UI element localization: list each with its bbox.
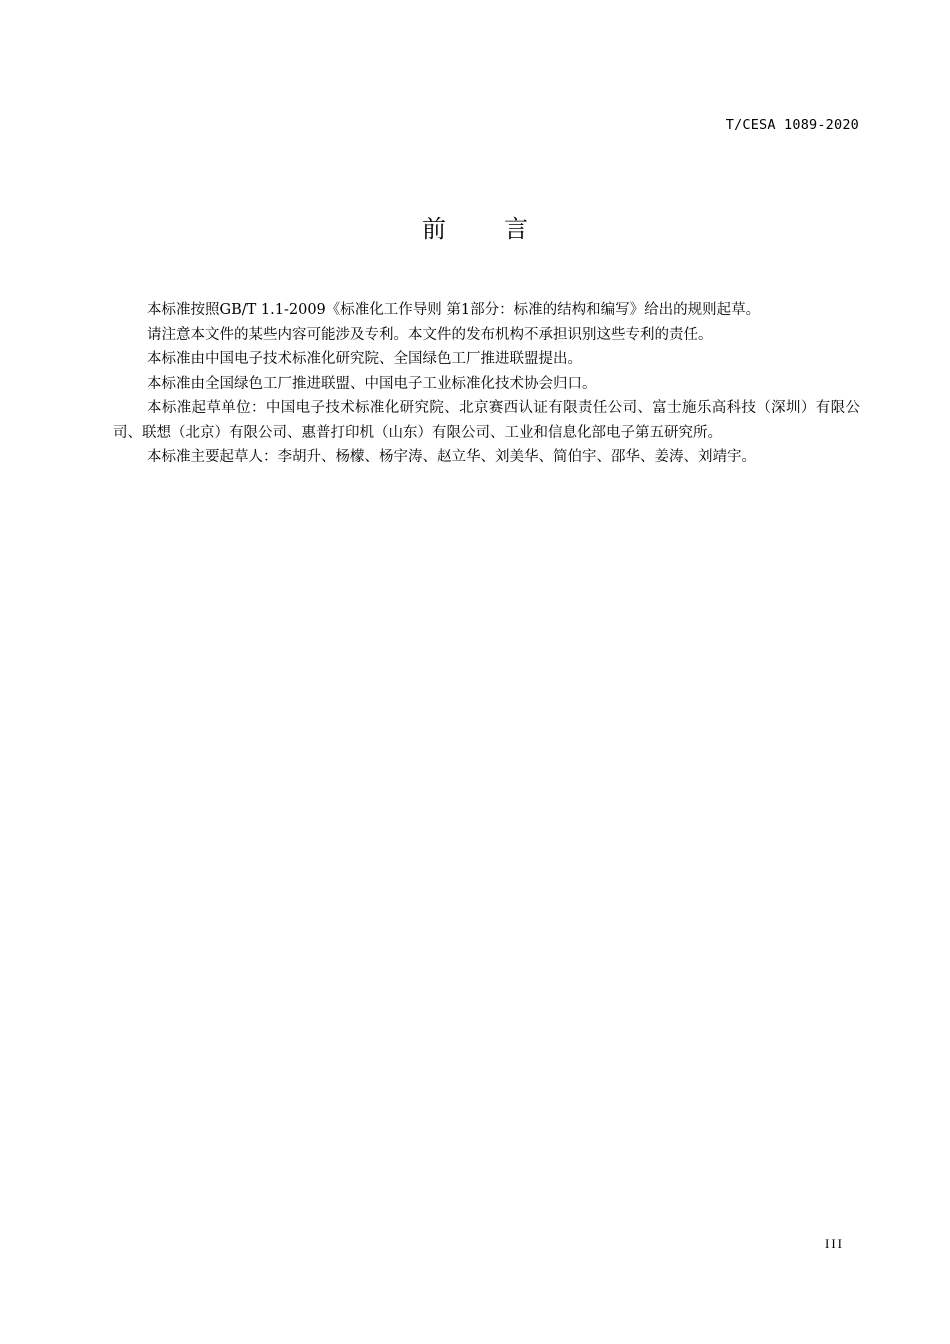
foreword-body	[113, 298, 860, 470]
paragraph-under-jurisdiction: 本标准由全国绿色工厂推进联盟、中国电子工业标准化技术协会归口。	[147, 375, 597, 392]
document-code: T/CESA 1089-2020	[725, 117, 859, 133]
page-title-char-2: 言	[504, 215, 528, 243]
paragraph-drafting-rules: 本标准按照GB/T 1.1-2009《标准化工作导则 第1部分：标准的结构和编写》给出的规则起草。	[147, 302, 761, 318]
page-title-char-1: 前	[422, 215, 446, 243]
paragraph-proposed-by: 本标准由中国电子技术标准化研究院、全国绿色工厂推进联盟提出。	[147, 351, 582, 367]
page-title	[0, 212, 950, 246]
paragraph-patent-notice: 请注意本文件的某些内容可能涉及专利。本文件的发布机构不承担识别这些专利的责任。	[147, 326, 713, 343]
page-number: III	[825, 1236, 844, 1251]
paragraph-main-drafters: 本标准主要起草人：李胡升、杨檬、杨宇涛、赵立华、刘美华、简伯宇、邵华、姜涛、刘靖宇。	[147, 449, 756, 465]
paragraph-drafting-units: 本标准起草单位：中国电子技术标准化研究院、北京赛西认证有限责任公司、富士施乐高科技（深圳）有限公司、联想（北京）有限公司、惠普打印机（山东）有限公司、工业和信息化部电子第五研究所。	[113, 400, 860, 441]
